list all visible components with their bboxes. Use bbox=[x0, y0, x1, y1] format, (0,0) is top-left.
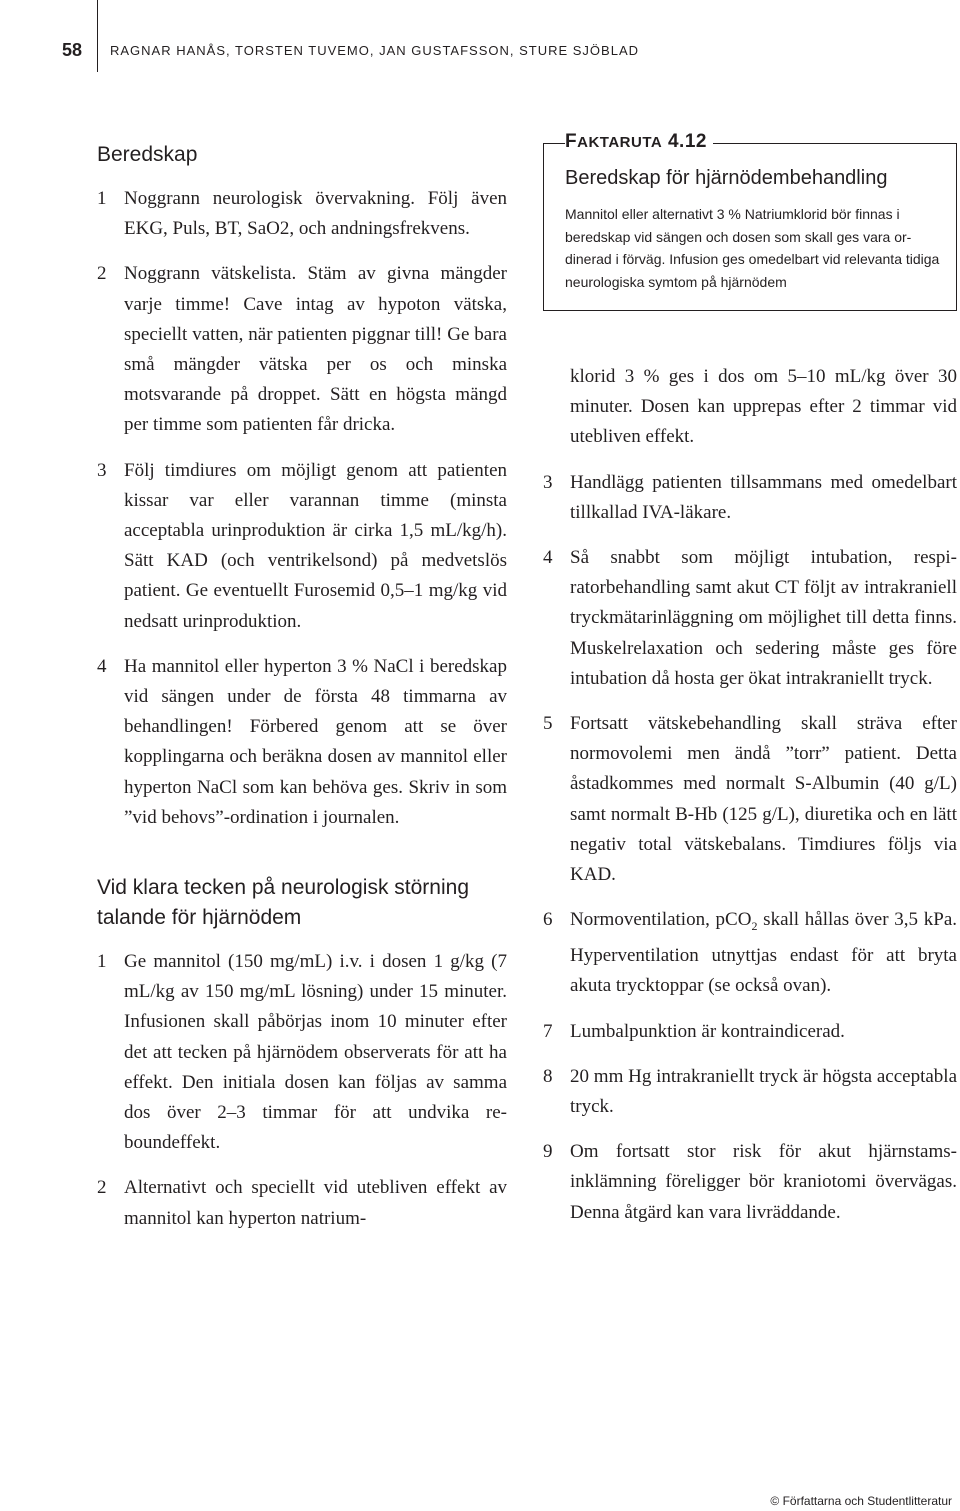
fact-box-title: Beredskap för hjärnödembehandling bbox=[565, 167, 888, 189]
item-number: 3 bbox=[543, 471, 553, 493]
header-divider bbox=[97, 0, 98, 72]
fact-box bbox=[543, 131, 957, 311]
list-item bbox=[97, 652, 507, 833]
list-item bbox=[97, 259, 507, 440]
item-number: 2 bbox=[97, 1177, 107, 1199]
fact-box-border bbox=[543, 143, 544, 311]
item-number: 3 bbox=[97, 459, 107, 481]
item-number: 8 bbox=[543, 1065, 553, 1087]
item-text: Normoventilation, pCO$_2$ skall hållas över 3,5 kPa. Hyperventilation utnyttjas endast för att bryta akuta trycktoppar (se också ovan). bbox=[570, 909, 957, 997]
left-column bbox=[97, 130, 507, 1249]
item-number: 4 bbox=[543, 547, 553, 569]
item-text: Följ timdiures om möjligt genom att patienten kissar var eller varannan timme (minsta acceptabla urinproduktion är cirka 1,5 mL/kg/h). Sätt KAD (och ventrikelsond) på medvetslös patient. Ge eventuellt Furosemid 0,5–1 mg/kg vid nedsatt urinproduktion. bbox=[124, 459, 507, 632]
item-number: 1 bbox=[97, 951, 107, 973]
item-number: 1 bbox=[97, 188, 107, 209]
list-item bbox=[97, 184, 507, 244]
item-number: 6 bbox=[543, 909, 553, 931]
list-item bbox=[543, 1017, 957, 1047]
item-text: Alternativt och speciellt vid utebliven effekt av mannitol kan hyperton natrium- bbox=[124, 1177, 507, 1229]
list-item bbox=[543, 543, 957, 694]
section-heading-beredskap: Beredskap bbox=[97, 143, 198, 166]
subscript: 2 bbox=[751, 919, 758, 934]
item-text: Fortsatt vätskebehandling skall sträva efter normovolemi men ändå ”torr” patient. Detta åstadkommes med normalt S-Albumin (40 g/L) samt normalt B-Hb (125 g/L), diuretika och en lätt negativ total vätskebalans. Timdiures följs via KAD. bbox=[570, 713, 957, 886]
running-head: RAGNAR HANÅS, TORSTEN TUVEMO, JAN GUSTAFSSON, STURE SJÖBLAD bbox=[110, 43, 640, 58]
list-item bbox=[97, 947, 507, 1158]
fact-box-border bbox=[543, 310, 957, 311]
item-number: 7 bbox=[543, 1020, 553, 1042]
item-text: Noggrann vätskelista. Stäm av givna mängder varje timme! Cave intag av hypoton vätska, speciellt vatten, när patienten piggnar till! Ge bara små mängder vätska per os och minska motsvarande på droppet. Sätt en högsta mängd per timme som patienten får dricka. bbox=[124, 263, 507, 436]
section-heading-neurologic: Vid klara tecken på neurologisk störning talande för hjärnödem bbox=[97, 876, 470, 930]
fact-box-label: FAKTARUTA 4.12 bbox=[565, 131, 713, 153]
item-number: 4 bbox=[97, 655, 107, 677]
list-item bbox=[97, 456, 507, 637]
list-item bbox=[543, 1137, 957, 1228]
list-item bbox=[543, 1062, 957, 1122]
item-text: Ge mannitol (150 mg/mL) i.v. i dosen 1 g/kg (7 mL/kg av 150 mg/mL lösning) under 15 minuter. Infusionen skall påbörjas inom 10 minuter efter det att tecken på hjärnödem observerats för att ha effekt. Den initiala dosen kan följas av samma dos över 2–3 timmar för att undvika reboundeffekt. bbox=[124, 951, 507, 1154]
item-number: 2 bbox=[97, 263, 107, 285]
fact-box-body: Mannitol eller alternativt 3 % Natriumklorid bör finnas i beredskap vid sängen och dosen som skall ges vara ordinerad i förväg. Infusion ges omedelbart vid relevanta tidiga neurologiska symtom på hjärnödem bbox=[565, 206, 940, 290]
list-item bbox=[543, 905, 957, 1001]
item-text: Om fortsatt stor risk för akut hjärnstamsinklämning föreligger bör kraniotomi övervägas. Denna åtgärd kan vara livräddande. bbox=[570, 1141, 957, 1223]
list-item bbox=[543, 709, 957, 890]
item-text: Handlägg patienten tillsammans med omedelbart tillkallad IVA-läkare. bbox=[570, 471, 957, 523]
item-text: 20 mm Hg intrakraniellt tryck är högsta acceptabla tryck. bbox=[570, 1065, 957, 1118]
page-number: 58 bbox=[62, 40, 83, 60]
copyright-notice: © Författarna och Studentlitteratur bbox=[770, 1494, 952, 1508]
right-column bbox=[543, 362, 957, 1243]
item-text: Ha mannitol eller hyperton 3 % NaCl i beredskap vid sängen under de första 48 timmarna av behandlingen! Förbered genom att se över kopplingarna och beräkna dosen av mannitol eller hyperton NaCl som kan behöva ges. Skriv in som ”vid behovs”-ordination i journalen. bbox=[124, 655, 507, 828]
continued-text: klorid 3 % ges i dos om 5–10 mL/kg över 30 minuter. Dosen kan upprepas efter 2 timmar vid utebliven effekt. bbox=[570, 366, 957, 448]
item-text: Så snabbt som möjligt intubation, respiratorbehandling samt akut CT följt av intrakraniell tryckmätarinläggning om möjlighet till detta finns. Muskelrelaxation och sedering måste ges före intubation då hosta ger ökat intrakraniellt tryck. bbox=[570, 547, 957, 689]
item-number: 5 bbox=[543, 713, 553, 735]
item-text: Noggrann neurologisk övervakning. Följ även EKG, Puls, BT, SaO2, och andningsfrekvens. bbox=[124, 188, 507, 240]
list-item bbox=[97, 1173, 507, 1233]
item-text: Lumbalpunktion är kontraindicerad. bbox=[570, 1020, 845, 1042]
list-item bbox=[543, 468, 957, 528]
item-number: 9 bbox=[543, 1141, 553, 1163]
fact-box-border bbox=[956, 143, 957, 311]
